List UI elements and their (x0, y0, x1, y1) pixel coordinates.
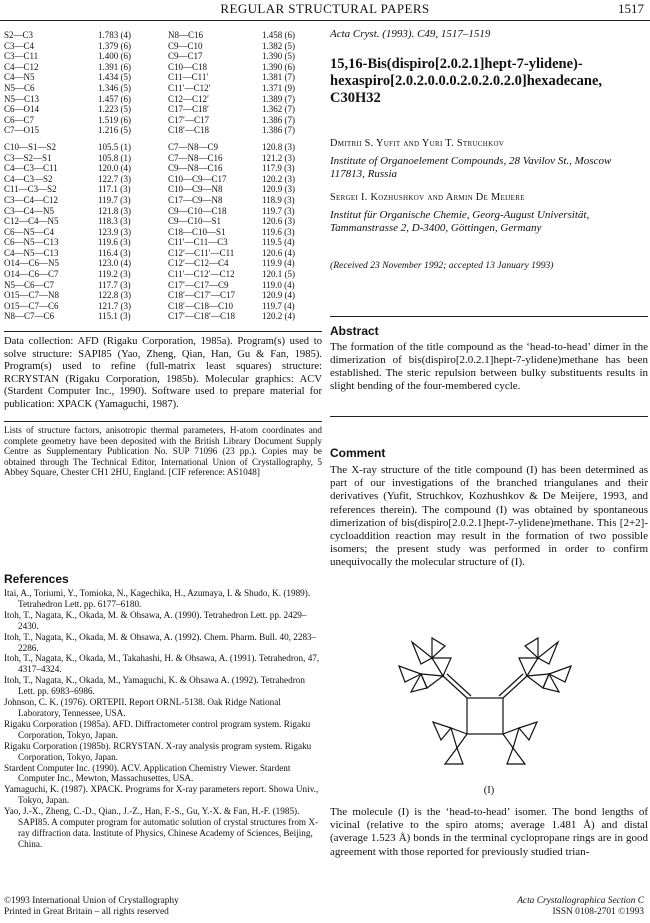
table-row (4, 83, 158, 94)
table-row (4, 269, 158, 280)
atom-label: C11—C3—S2 (4, 184, 57, 195)
table-row (168, 248, 322, 259)
table-row (4, 248, 158, 259)
atom-label: N5—C13 (4, 93, 40, 104)
affiliation-2: Institut für Organische Chemie, Georg-August Universität, Tammanstrasse 2, D-3400, Göttingen, Germany (330, 209, 590, 234)
geometry-value: 119.5 (4) (262, 237, 295, 248)
geometry-value: 119.7 (4) (262, 300, 295, 311)
journal-section: Acta Crystallographica Section C (517, 896, 644, 906)
geometry-value: 119.7 (3) (98, 194, 131, 205)
table-row (168, 184, 322, 195)
reference-item: Rigaku Corporation (1985b). RCRYSTAN. X-ray analysis program system. Rigaku Corporation, Tokyo, Japan. (4, 740, 312, 762)
geometry-value: 1.434 (5) (98, 72, 131, 83)
geometry-value: 121.2 (3) (262, 152, 295, 163)
geometry-value: 1.389 (7) (262, 93, 295, 104)
geometry-value: 1.390 (5) (262, 51, 295, 62)
geometry-value: 105.8 (1) (98, 152, 131, 163)
atom-label: S2—C3 (4, 30, 34, 40)
geometry-value: 122.7 (3) (98, 173, 131, 184)
geometry-value: 115.1 (3) (98, 311, 131, 322)
atom-label: C4—C3—S2 (4, 173, 53, 184)
table-row (168, 163, 322, 174)
table-row (168, 72, 322, 83)
geometry-value: 1.391 (6) (98, 61, 131, 72)
table-row (4, 195, 158, 206)
table-row (4, 153, 158, 164)
table-row (4, 227, 158, 238)
table-row (168, 227, 322, 238)
reference-item: Yao, J.-X., Zheng, C.-D., Qian., J.-Z., Han, F.-S., Gu, Y.-X. & Fan, H.-F. (1985). SAPI85. A computer program for automatic solution of crystal structures from X-ray diffraction data. Institute of Physics, Chinese Academy of Sciences, Beijing, China. (4, 806, 319, 849)
geometry-value: 1.457 (6) (98, 93, 131, 104)
geometry-value: 123.0 (4) (98, 258, 131, 269)
geometry-value: 1.382 (5) (262, 40, 295, 51)
geometry-value: 1.371 (9) (262, 82, 295, 93)
atom-label: C3—S2—S1 (4, 152, 52, 163)
table-row (4, 163, 158, 174)
table-row (168, 153, 322, 164)
reference-item: Itoh, T., Nagata, K., Okada, M. & Ohsawa, A. (1990). Tetrahedron Lett. pp. 2429–2430. (4, 609, 307, 631)
atom-label: C3—C4—N5 (4, 205, 55, 216)
table-row (4, 30, 158, 41)
table-row (168, 237, 322, 248)
table-row (168, 30, 322, 41)
double-bond-left (443, 674, 471, 698)
abstract-text: The formation of the title compound as the ‘head-to-head’ dimer in the dimerization of bis(dispiro[2.0.2.1]hept-7-ylidene)methane has been established. The steric repulsion between bulky substituents results in slight bending of the four-membered cycle. (330, 341, 648, 392)
atom-label: C10—C18 (168, 61, 208, 72)
atom-label: C18′—C18—C10 (168, 300, 233, 311)
atom-label: C4—N5 (4, 72, 35, 83)
geometry-value: 120.2 (4) (262, 311, 295, 322)
atom-label: C9—N8—C16 (168, 163, 223, 174)
authors-2: Sergei I. Kozhushkov and Armin De Meijere (330, 192, 525, 203)
geometry-value: 119.6 (3) (98, 237, 131, 248)
table-row (4, 258, 158, 269)
atom-label: C11′—C11—C3 (168, 237, 228, 248)
atom-label: C17′—C17 (168, 114, 209, 125)
atom-label: O14—C6—C7 (4, 269, 59, 280)
atom-label: C10—S1—S2 (4, 141, 57, 152)
deposit-notice: Lists of structure factors, anisotropic thermal parameters, H-atom coordinates and complete geometry have been deposited with the British Library Document Supply Centre as Supplementary Publication No. SUP 71096 (23 pp.). Copies may be obtained through The Technical Editor, International Union of Crystallography, 5 Abbey Square, Chester CH1 2HU, England. [CIF reference: AS1048] (4, 425, 322, 478)
table-row (168, 125, 322, 136)
divider (330, 316, 648, 317)
geometry-value: 1.386 (7) (262, 125, 295, 136)
spiro-cyclopropanes (433, 722, 537, 764)
comment-continued: The molecule (I) is the ‘head-to-head’ isomer. The bond lengths of vicinal (relative to the spiro atoms; average 1.481 Å) and distal (average 1.523 Å) bonds in the terminal cyclopropane rings are in good agreement with those reported for previously studied trian- (330, 806, 648, 858)
geometry-value: 1.223 (5) (98, 104, 131, 115)
table-row (168, 269, 322, 280)
reference-item: Itoh, T., Nagata, K., Okada, M., Yamaguchi, K. & Ohsawa A. (1992). Tetrahedron Lett. pp. 6983–6986. (4, 675, 305, 697)
table-row (4, 301, 158, 312)
comment-heading: Comment (330, 446, 386, 460)
atom-label: C12—C12′ (168, 93, 209, 104)
table-row (168, 216, 322, 227)
geometry-value: 122.8 (3) (98, 290, 131, 301)
atom-label: N5—C6 (4, 82, 35, 93)
geometry-value: 118.9 (3) (262, 194, 295, 205)
molecule-diagram (385, 636, 585, 784)
geometry-value: 120.1 (5) (262, 269, 295, 280)
atom-label: C12—C4—N5 (4, 216, 59, 227)
atom-label: C9—C10 (168, 40, 203, 51)
geometry-value: 119.9 (4) (262, 258, 295, 269)
geometry-value: 123.9 (3) (98, 226, 131, 237)
geometry-value: 119.7 (3) (262, 205, 295, 216)
bond-lengths-left (4, 30, 158, 136)
atom-label: C12′—C11′—C11 (168, 247, 235, 258)
atom-label: C6—N5—C13 (4, 237, 59, 248)
reference-item: Johnson, C. K. (1976). ORTEPII. Report ORNL-5138. Oak Ridge National Laboratory, Tennessee, USA. (4, 697, 281, 718)
comment-text: The X-ray structure of the title compound (I) has been determined as part of our investigations of the branched triangulanes and their derivatives (Yufit, Struchkov, Kozhushkov & De Meijere, 1993, and references therein). The compound (I) was obtained by spontaneous dimerization of bis(dispiro[2.0.2.1]hept-7-ylidene)methane. This [2+2]-cycloaddition reaction may result in the formation of two possible isomers; the present study was performed in order to confirm unequivocally the molecular structure of (I). (330, 464, 648, 569)
table-row (4, 125, 158, 136)
table-row (168, 94, 322, 105)
geometry-value: 120.0 (4) (98, 163, 131, 174)
table-row (168, 206, 322, 217)
geometry-value: 116.4 (3) (98, 247, 131, 258)
article-title: 15,16-Bis(dispiro[2.0.2.1]hept-7-ylidene)-hexaspiro[2.0.2.0.0.0.2.0.2.0.2.0]hexadecane, C30H32 (330, 56, 603, 106)
footer-right (517, 896, 644, 918)
atom-label: C6—N5—C4 (4, 226, 55, 237)
page-number: 1517 (618, 1, 644, 16)
reference-item: Itoh, T., Nagata, K., Okada, M. & Ohsawa, A. (1992). Chem. Pharm. Bull. 40, 2283–2286. (4, 631, 317, 653)
geometry-value: 1.519 (6) (98, 114, 131, 125)
geometry-value: 119.6 (3) (262, 226, 295, 237)
table-row (168, 115, 322, 126)
atom-label: C4—C12 (4, 61, 39, 72)
atom-label: C3—C11 (4, 51, 39, 62)
atom-label: C18—C10—S1 (168, 226, 226, 237)
geometry-value: 117.9 (3) (262, 163, 295, 174)
table-row (168, 83, 322, 94)
geometry-value: 1.381 (7) (262, 72, 295, 83)
table-row (4, 311, 158, 322)
geometry-value: 1.346 (5) (98, 82, 131, 93)
table-row (4, 104, 158, 115)
authors-1: Dmitrii S. Yufit and Yuri T. Struchkov (330, 138, 505, 149)
atom-label: C7—N8—C16 (168, 152, 223, 163)
reference-item: Itoh, T., Nagata, K., Okada, M., Takahashi, H. & Ohsawa, A. (1991). Tetrahedron, 47, 4317–4324. (4, 653, 320, 675)
table-row (168, 62, 322, 73)
divider (330, 416, 648, 417)
table-row (168, 142, 322, 153)
atom-label: O15—C7—C6 (4, 300, 59, 311)
atom-label: C17—C18′ (168, 104, 209, 115)
bond-angles-left (4, 142, 158, 322)
received-dates: (Received 23 November 1992; accepted 13 January 1993) (330, 260, 554, 271)
geometry-value: 1.390 (6) (262, 61, 295, 72)
atom-label: C12′—C12—C4 (168, 258, 229, 269)
table-row (4, 290, 158, 301)
geometry-value: 1.783 (4) (98, 30, 131, 40)
table-row (168, 301, 322, 312)
geometry-value: 119.2 (3) (98, 269, 131, 280)
geometry-value: 117.1 (3) (98, 184, 131, 195)
table-row (168, 174, 322, 185)
table-row (168, 280, 322, 291)
geometry-value: 120.9 (4) (262, 290, 295, 301)
table-row (4, 237, 158, 248)
geometry-value: 1.386 (7) (262, 114, 295, 125)
atom-label: N8—C16 (168, 30, 204, 40)
geometry-value: 1.216 (5) (98, 125, 131, 136)
atom-label: C10—C9—C17 (168, 173, 227, 184)
table-row (4, 62, 158, 73)
atom-label: C9—C10—S1 (168, 216, 222, 227)
geometry-value: 119.0 (4) (262, 279, 295, 290)
atom-label: C17′—C17—C9 (168, 279, 229, 290)
geometry-value: 1.362 (7) (262, 104, 295, 115)
atom-label: C11′—C12′—C12 (168, 269, 235, 280)
dispiro-right (519, 638, 571, 692)
printed-notice: Printed in Great Britain – all rights reserved (4, 907, 169, 917)
atom-label: C4—N5—C13 (4, 247, 59, 258)
references-list (4, 588, 322, 850)
geometry-value: 1.400 (6) (98, 51, 131, 62)
table-row (4, 94, 158, 105)
geometry-value: 120.2 (3) (262, 173, 295, 184)
table-row (4, 216, 158, 227)
table-row (4, 206, 158, 217)
atom-label: N5—C6—C7 (4, 279, 55, 290)
atom-label: C18′—C17′—C17 (168, 290, 235, 301)
double-bond-right (499, 674, 527, 698)
atom-label: O14—C6—N5 (4, 258, 60, 269)
running-header-title: REGULAR STRUCTURAL PAPERS (220, 1, 430, 16)
table-row (168, 290, 322, 301)
table-row (4, 72, 158, 83)
geometry-value: 117.7 (3) (98, 279, 131, 290)
geometry-value: 120.8 (3) (262, 141, 295, 152)
atom-label: O15—C7—N8 (4, 290, 60, 301)
running-header (0, 0, 650, 21)
table-row (4, 184, 158, 195)
atom-label: C7—N8—C9 (168, 141, 219, 152)
atom-label: C7—O15 (4, 125, 40, 136)
journal-citation: Acta Cryst. (1993). C49, 1517–1519 (330, 28, 491, 40)
reference-item: Yamaguchi, K. (1987). XPACK. Programs for X-ray parameters report. Showa Univ., Tokyo, Japan. (4, 784, 319, 806)
atom-label: C10—C9—N8 (168, 184, 223, 195)
references-heading: References (4, 572, 69, 586)
table-row (4, 280, 158, 291)
copyright: ©1993 International Union of Crystallography (4, 896, 179, 906)
table-row (4, 174, 158, 185)
table-row (4, 142, 158, 153)
atom-label: C17′—C18′—C18 (168, 311, 235, 322)
table-row (4, 41, 158, 52)
atom-label: C18′—C18 (168, 125, 209, 136)
table-row (168, 51, 322, 62)
geometry-value: 120.6 (4) (262, 247, 295, 258)
cyclobutane-ring (467, 698, 503, 734)
geometry-value: 120.9 (3) (262, 184, 295, 195)
atom-label: C3—C4—C12 (4, 194, 59, 205)
footer-left (4, 896, 179, 918)
geometry-value: 1.379 (6) (98, 40, 131, 51)
bond-lengths-right (168, 30, 322, 136)
table-row (168, 104, 322, 115)
atom-label: C3—C4 (4, 40, 35, 51)
geometry-value: 121.8 (3) (98, 205, 131, 216)
table-row (4, 115, 158, 126)
data-collection-text: Data collection: AFD (Rigaku Corporation, 1985a). Program(s) used to solve structure: SAPI85 (Yao, Zheng, Qian, Han, Gu & Fan, 1985). Program(s) used to refine (full-matrix least squares) structure: RCRYSTAN (Rigaku Corporation, 1985b). Molecular graphics: ACV (Stardent Computer Inc., 1990). Software used to prepare material for publication: XPACK (Yamaguchi, 1987). (4, 336, 322, 410)
dispiro-left (399, 638, 451, 692)
atom-label: C11—C11′ (168, 72, 209, 83)
table-row (4, 51, 158, 62)
atom-label: C4—C3—C11 (4, 163, 58, 174)
affiliation-1: Institute of Organoelement Compounds, 28 Vavilov St., Moscow 117813, Russia (330, 155, 612, 180)
divider (4, 421, 322, 422)
geometry-value: 1.458 (6) (262, 30, 295, 40)
reference-item: Itai, A., Toriumi, Y., Tomioka, N., Kagechika, H., Azumaya, I. & Shudo, K. (1989). Tetrahedron Lett. pp. 6177–6180. (4, 588, 311, 609)
abstract-heading: Abstract (330, 324, 379, 338)
reference-item: Rigaku Corporation (1985a). AFD. Diffractometer control program system. Rigaku Corporation, Tokyo, Japan. (4, 718, 311, 740)
atom-label: C9—C10—C18 (168, 205, 227, 216)
reference-item: Stardent Computer Inc. (1990). ACV. Application Chemistry Viewer. Stardent Computer Inc., Mewton, Massachusettes, USA. (4, 762, 291, 784)
issn: ISSN 0108-2701 ©1993 (552, 907, 644, 917)
table-row (168, 311, 322, 322)
geometry-value: 120.6 (3) (262, 216, 295, 227)
figure-label: (I) (483, 785, 495, 796)
atom-label: C6—O14 (4, 104, 40, 115)
atom-label: C9—C17 (168, 51, 203, 62)
atom-label: N8—C7—C6 (4, 311, 55, 322)
geometry-value: 105.5 (1) (98, 141, 131, 152)
table-row (168, 258, 322, 269)
table-rule (4, 331, 322, 332)
atom-label: C17—C9—N8 (168, 194, 223, 205)
geometry-value: 118.3 (3) (98, 216, 131, 227)
geometry-value: 121.7 (3) (98, 300, 131, 311)
table-row (168, 195, 322, 206)
atom-label: C6—C7 (4, 114, 35, 125)
bond-angles-right (168, 142, 322, 322)
atom-label: C11′—C12′ (168, 82, 211, 93)
table-row (168, 41, 322, 52)
